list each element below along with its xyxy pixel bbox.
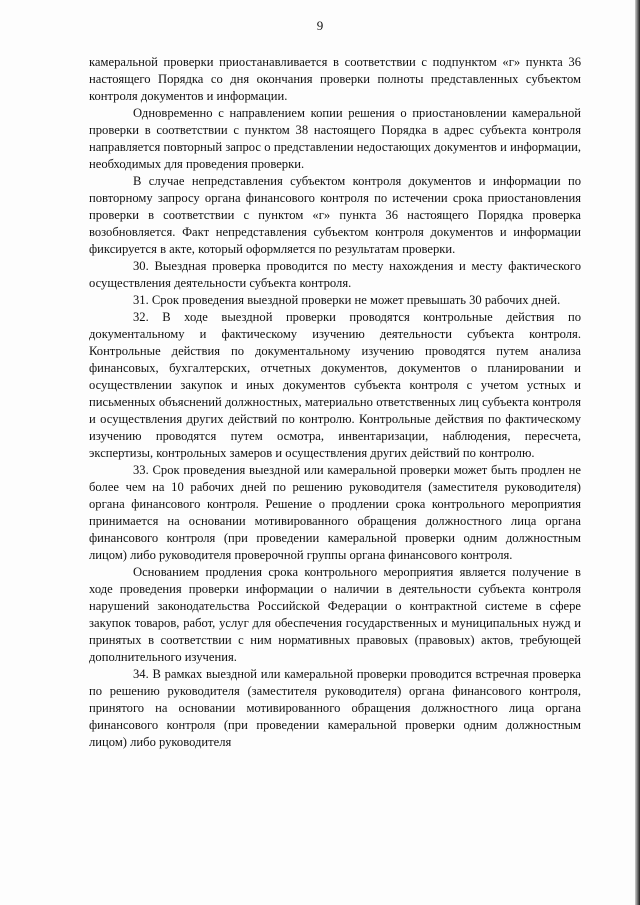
document-body [89, 54, 581, 751]
paragraph: В случае непредставления субъектом контроля документов и информации по повторному запросу органа финансового контроля по истечении срока приостановления проверки в соответствии с пунктом «г» пункта 36 настоящего Порядка проверка возобновляется. Факт непредставления субъектом контроля документов и информации фиксируется в акте, который оформляется по результатам проверки. [89, 174, 581, 256]
paragraph: 34. В рамках выездной или камеральной проверки проводится встречная проверка по решению руководителя (заместителя руководителя) органа финансового контроля, принятого на основании мотивированного обращения должностного лица органа финансового контроля (при проведении камеральной проверки одним должностным лицом) либо руководителя [89, 667, 581, 749]
paragraph: камеральной проверки приостанавливается в соответствии с подпунктом «г» пункта 36 настоящего Порядка со дня окончания проверки полноты представленных субъектом контроля документов и информации. [89, 55, 581, 103]
page-number: 9 [316, 18, 324, 33]
paragraph: 30. Выездная проверка проводится по месту нахождения и месту фактического осуществления деятельности субъекта контроля. [89, 259, 581, 290]
paragraph: 31. Срок проведения выездной проверки не может превышать 30 рабочих дней. [133, 293, 561, 307]
paragraph: Одновременно с направлением копии решения о приостановлении камеральной проверки в соответствии с пунктом 38 настоящего Порядка в адрес субъекта контроля направляется повторный запрос о представлении недостающих документов и информации, необходимых для проведения проверки. [89, 106, 581, 171]
paragraph: 33. Срок проведения выездной или камеральной проверки может быть продлен не более чем на 10 рабочих дней по решению руководителя (заместителя руководителя) органа финансового контроля. Решение о продлении срока контрольного мероприятия принимается на основании мотивированного обращения должностного лица органа финансового контроля (при проведении камеральной проверки одним должностным лицом) либо руководителя проверочной группы органа финансового контроля. [89, 463, 581, 562]
paragraph: Основанием продления срока контрольного мероприятия является получение в ходе проведения проверки информации о наличии в деятельности субъекта контроля нарушений законодательства Российской Федерации о контрактной системе в сфере закупок товаров, работ, услуг для обеспечения государственных и муниципальных нужд и принятых в соответствии с ним нормативных правовых (правовых) актов, требующей дополнительного изучения. [89, 565, 581, 664]
scan-edge-shadow [635, 0, 640, 905]
paragraph: 32. В ходе выездной проверки проводятся контрольные действия по документальному и фактическому изучению деятельности субъекта контроля. Контрольные действия по документальному изучению проводятся путем анализа финансовых, бухгалтерских, отчетных документов, документов о планировании и осуществлении закупок и иных документов субъекта контроля с учетом устных и письменных объяснений должностных, материально ответственных лиц субъекта контроля и осуществления других действий по контролю. Контрольные действия по фактическому изучению проводятся путем осмотра, инвентаризации, наблюдения, пересчета, экспертизы, контрольных замеров и осуществления других действий по контролю. [89, 310, 581, 460]
